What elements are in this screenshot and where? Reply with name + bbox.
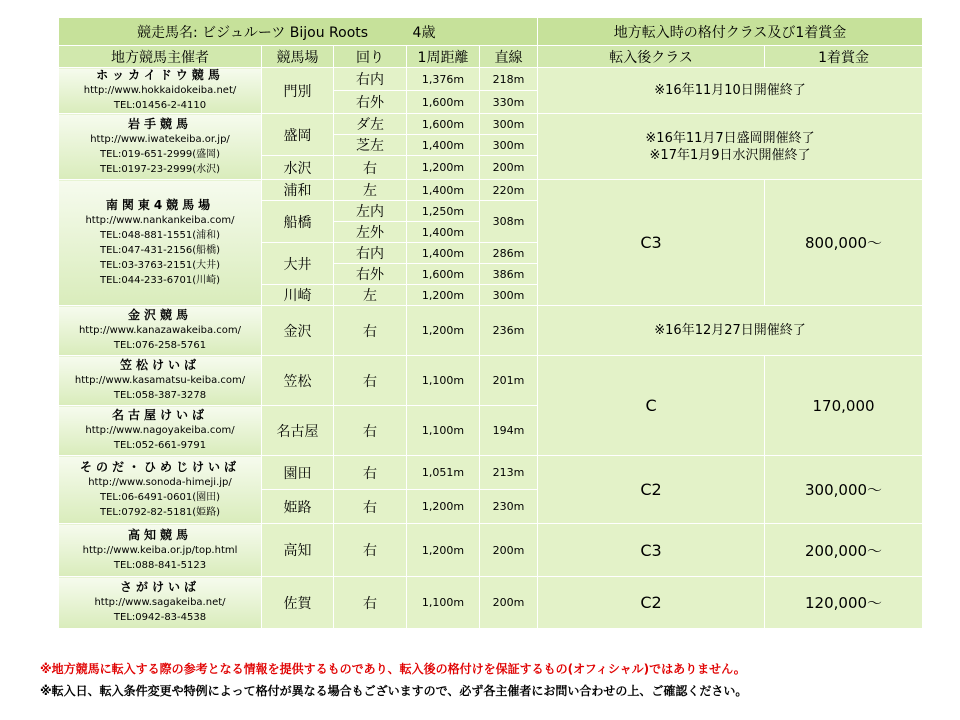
class-value: C	[538, 356, 765, 456]
disclaimer-note: ※地方競馬に転入する際の参考となる情報を提供するものであり、転入後の格付けを保証するもの(オフィシャル)ではありません。	[40, 662, 746, 676]
col-header-class: 転入後クラス	[538, 46, 765, 68]
track-name: 高知	[262, 524, 334, 577]
organizer-name: 金沢競馬	[127, 308, 192, 322]
organizer-tel: TEL:0792-82-5181(姫路)	[99, 506, 220, 518]
lap-distance: 1,376m	[407, 68, 480, 91]
class-value: C2	[538, 456, 765, 524]
organizer-url[interactable]: http://www.sonoda-himeji.jp/	[88, 476, 232, 488]
horse-label: 競走馬名:	[137, 24, 198, 41]
lap-distance: 1,400m	[407, 135, 480, 156]
prize-value: 120,000～	[765, 577, 923, 629]
straight-length: 286m	[480, 243, 538, 264]
lap-distance: 1,200m	[407, 524, 480, 577]
lap-distance: 1,600m	[407, 114, 480, 135]
straight-length: 218m	[480, 68, 538, 91]
straight-length: 308m	[480, 201, 538, 243]
prize-value: 200,000～	[765, 524, 923, 577]
class-title: 地方転入時の格付クラス及び1着賞金	[538, 18, 923, 46]
lap-distance: 1,200m	[407, 156, 480, 180]
prize-value: 800,000～	[765, 180, 923, 306]
table-row	[59, 180, 923, 201]
horse-name: ビジュルーツ Bijou Roots	[202, 24, 369, 41]
organizer-cell	[59, 68, 262, 114]
straight-length: 200m	[480, 524, 538, 577]
transfer-class-table	[58, 17, 923, 629]
turn-direction: 右	[334, 577, 407, 629]
organizer-name: さがけいば	[119, 580, 200, 594]
schedule-note-line: ※16年11月7日盛岡開催終了	[645, 130, 815, 146]
organizer-name: ホッカイドウ競馬	[96, 68, 224, 82]
turn-direction: 右内	[334, 243, 407, 264]
track-name: 大井	[262, 243, 334, 285]
turn-direction: ダ左	[334, 114, 407, 135]
track-name: 金沢	[262, 306, 334, 356]
organizer-url[interactable]: http://www.hokkaidokeiba.net/	[83, 85, 237, 96]
organizer-tel: TEL:058-387-3278	[113, 390, 207, 401]
turn-direction: 芝左	[334, 135, 407, 156]
col-header-turn: 回り	[334, 46, 407, 68]
straight-length: 300m	[480, 135, 538, 156]
straight-length: 213m	[480, 456, 538, 490]
organizer-url[interactable]: http://www.nankankeiba.com/	[85, 214, 235, 226]
table-row	[59, 456, 923, 490]
table-row	[59, 356, 923, 406]
lap-distance: 1,600m	[407, 91, 480, 114]
turn-direction: 右	[334, 490, 407, 524]
track-name: 水沢	[262, 156, 334, 180]
schedule-note	[538, 114, 923, 180]
organizer-name: そのだ・ひめじけいば	[79, 459, 240, 474]
organizer-tel: TEL:044-233-6701(川崎)	[99, 274, 220, 286]
organizer-name: 名古屋けいば	[111, 408, 208, 422]
lap-distance: 1,200m	[407, 490, 480, 524]
track-name: 園田	[262, 456, 334, 490]
track-name: 船橋	[262, 201, 334, 243]
col-header-track: 競馬場	[262, 46, 334, 68]
table-row	[59, 577, 923, 629]
organizer-tel: TEL:047-431-2156(船橋)	[99, 244, 220, 256]
straight-length: 194m	[480, 406, 538, 456]
straight-length: 300m	[480, 114, 538, 135]
turn-direction: 左内	[334, 201, 407, 222]
lap-distance: 1,100m	[407, 577, 480, 629]
prize-value: 170,000	[765, 356, 923, 456]
lap-distance: 1,100m	[407, 356, 480, 406]
organizer-tel: TEL:019-651-2999(盛岡)	[99, 148, 220, 160]
table-title-row	[59, 18, 923, 46]
track-name: 姫路	[262, 490, 334, 524]
lap-distance: 1,400m	[407, 180, 480, 201]
track-name: 佐賀	[262, 577, 334, 629]
schedule-note: ※16年12月27日開催終了	[538, 306, 923, 356]
class-value: C2	[538, 577, 765, 629]
track-name: 門別	[262, 68, 334, 114]
horse-title-cell	[59, 18, 538, 46]
straight-length: 300m	[480, 285, 538, 306]
turn-direction: 右	[334, 406, 407, 456]
turn-direction: 右	[334, 156, 407, 180]
organizer-name: 岩手競馬	[127, 116, 192, 131]
lap-distance: 1,100m	[407, 406, 480, 456]
class-value: C3	[538, 180, 765, 306]
organizer-tel: TEL:088-841-5123	[113, 559, 207, 571]
organizer-cell	[59, 406, 262, 456]
table-row	[59, 68, 923, 91]
organizer-url[interactable]: http://www.keiba.or.jp/top.html	[82, 544, 238, 556]
horse-age: 4歳	[412, 24, 436, 41]
organizer-tel: TEL:0942-83-4538	[113, 612, 207, 623]
turn-direction: 右内	[334, 68, 407, 91]
col-header-organizer: 地方競馬主催者	[59, 46, 262, 68]
track-name: 名古屋	[262, 406, 334, 456]
organizer-tel: TEL:052-661-9791	[113, 440, 207, 451]
organizer-name: 笠松けいば	[119, 358, 200, 372]
straight-length: 200m	[480, 577, 538, 629]
organizer-cell	[59, 524, 262, 577]
straight-length: 201m	[480, 356, 538, 406]
class-value: C3	[538, 524, 765, 577]
straight-length: 220m	[480, 180, 538, 201]
organizer-url[interactable]: http://www.kasamatsu-keiba.com/	[74, 375, 246, 386]
turn-direction: 左外	[334, 222, 407, 243]
table-row	[59, 114, 923, 135]
track-name: 笠松	[262, 356, 334, 406]
straight-length: 386m	[480, 264, 538, 285]
schedule-note-line: ※17年1月9日水沢開催終了	[649, 147, 811, 163]
turn-direction: 左	[334, 180, 407, 201]
organizer-url[interactable]: http://www.nagoyakeiba.com/	[85, 425, 235, 436]
organizer-cell	[59, 356, 262, 406]
organizer-tel: TEL:06-6491-0601(園田)	[99, 491, 220, 503]
organizer-cell	[59, 114, 262, 180]
table-row	[59, 524, 923, 577]
organizer-url[interactable]: http://www.kanazawakeiba.com/	[78, 325, 242, 336]
organizer-name: 南関東4競馬場	[105, 197, 215, 212]
organizer-tel: TEL:048-881-1551(浦和)	[99, 229, 220, 241]
organizer-cell	[59, 577, 262, 629]
lap-distance: 1,600m	[407, 264, 480, 285]
track-name: 川崎	[262, 285, 334, 306]
turn-direction: 右	[334, 524, 407, 577]
table-row	[59, 306, 923, 356]
organizer-tel: TEL:01456-2-4110	[113, 100, 207, 111]
column-header-row	[59, 46, 923, 68]
turn-direction: 右	[334, 356, 407, 406]
lap-distance: 1,250m	[407, 201, 480, 222]
organizer-cell	[59, 306, 262, 356]
inquiry-note: ※転入日、転入条件変更や特例によって格付が異なる場合もございますので、必ず各主催者にお問い合わせの上、ご確認ください。	[40, 684, 748, 698]
turn-direction: 右	[334, 306, 407, 356]
organizer-url[interactable]: http://www.sagakeiba.net/	[94, 597, 226, 608]
organizer-url[interactable]: http://www.iwatekeiba.or.jp/	[90, 133, 230, 145]
organizer-name: 高知競馬	[127, 527, 192, 542]
straight-length: 236m	[480, 306, 538, 356]
lap-distance: 1,200m	[407, 285, 480, 306]
straight-length: 330m	[480, 91, 538, 114]
organizer-tel: TEL:076-258-5761	[113, 340, 207, 351]
lap-distance: 1,400m	[407, 222, 480, 243]
organizer-tel: TEL:03-3763-2151(大井)	[99, 259, 220, 271]
organizer-cell	[59, 456, 262, 524]
turn-direction: 右	[334, 456, 407, 490]
track-name: 盛岡	[262, 114, 334, 156]
schedule-note: ※16年11月10日開催終了	[538, 68, 923, 114]
turn-direction: 右外	[334, 264, 407, 285]
lap-distance: 1,200m	[407, 306, 480, 356]
col-header-lap-distance: 1周距離	[407, 46, 480, 68]
straight-length: 200m	[480, 156, 538, 180]
organizer-cell	[59, 180, 262, 306]
turn-direction: 右外	[334, 91, 407, 114]
lap-distance: 1,400m	[407, 243, 480, 264]
lap-distance: 1,051m	[407, 456, 480, 490]
straight-length: 230m	[480, 490, 538, 524]
col-header-prize: 1着賞金	[765, 46, 923, 68]
track-name: 浦和	[262, 180, 334, 201]
prize-value: 300,000～	[765, 456, 923, 524]
turn-direction: 左	[334, 285, 407, 306]
organizer-tel: TEL:0197-23-2999(水沢)	[99, 163, 220, 175]
col-header-straight: 直線	[480, 46, 538, 68]
